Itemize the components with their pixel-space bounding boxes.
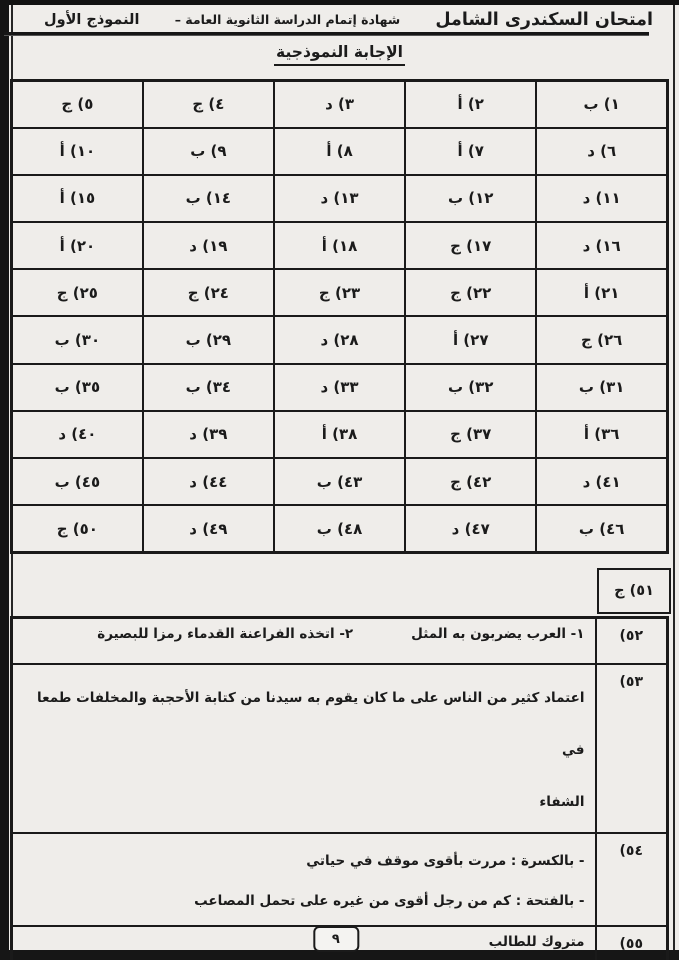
essay-row <box>12 833 668 926</box>
answer-cell: ٣٧) ج <box>405 411 536 458</box>
exam-title: امتحان السكندرى الشامل <box>435 9 653 30</box>
answer-cell: ٢٣) ج <box>274 269 405 316</box>
certificate-label: شهادة إتمام الدراسة الثانوية العامة – <box>174 12 401 27</box>
model-label: النموذج الأول <box>44 11 140 28</box>
answer-cell: ٤٢) ج <box>405 458 536 505</box>
question-number: ٥٤) <box>596 833 668 926</box>
page-header <box>16 7 663 32</box>
answer-cell: ٤٠) د <box>12 411 143 458</box>
essay-row <box>12 664 668 833</box>
page-title: الإجابة النموذجية <box>0 43 679 61</box>
answer-cell: ٢٥) ج <box>12 269 143 316</box>
answer-cell: ٤٦) ب <box>536 505 667 552</box>
answer-cell: ٣٢) ب <box>405 364 536 411</box>
answer-row <box>12 505 668 552</box>
answer-cell: ١٨) أ <box>274 222 405 269</box>
scan-left-edge <box>0 0 9 960</box>
answer-row <box>12 458 668 505</box>
answer-cell: ٢٩) ب <box>143 316 274 363</box>
answer-cell: ٤٣) ب <box>274 458 405 505</box>
answer-row <box>12 269 668 316</box>
answer-cell: ٢٦) ج <box>536 316 667 363</box>
answer-cell: ٣٠) ب <box>12 316 143 363</box>
essay-row <box>12 618 668 664</box>
answer-cell: ١٣) د <box>274 175 405 222</box>
answer-cell: ٣٤) ب <box>143 364 274 411</box>
scan-top-edge <box>0 0 679 5</box>
answer-cell: ١٩) د <box>143 222 274 269</box>
answer-row <box>12 316 668 363</box>
answer-cell: ١٥) أ <box>12 175 143 222</box>
answer-cell: ٤) ج <box>143 81 274 128</box>
answer-row <box>12 175 668 222</box>
answer-cell: ١٧) ج <box>405 222 536 269</box>
answer-cell: ٢٢) ج <box>405 269 536 316</box>
answer-row <box>12 222 668 269</box>
answer-cell: ٢٨) د <box>274 316 405 363</box>
answer-text <box>12 833 596 926</box>
header-divider <box>4 32 649 36</box>
page-number: ٩ <box>313 926 359 952</box>
answer-cell: ٢٤) ج <box>143 269 274 316</box>
answer-line: اعتماد كثير من الناس على ما كان يقوم به سيدنا من كتابة الأحجبة والمخلفات طمعا في <box>37 689 585 758</box>
answer-cell: ٦) د <box>536 128 667 175</box>
answer-row <box>12 81 668 128</box>
answer-cell: ٤٧) د <box>405 505 536 552</box>
page-border-right <box>673 5 675 950</box>
answer-cell: ٥) ج <box>12 81 143 128</box>
answer-grid <box>10 79 669 554</box>
essay-table-body <box>12 618 668 960</box>
answer-cell: ٧) أ <box>405 128 536 175</box>
answer-cell: ١٠) أ <box>12 128 143 175</box>
answer-cell: ٨) أ <box>274 128 405 175</box>
question-number: ٥٢) <box>596 618 668 664</box>
answer-row <box>12 411 668 458</box>
essay-answers-table <box>10 616 669 960</box>
answer-line: - بالكسرة : مررت بأقوى موقف في حياتي <box>306 852 585 869</box>
answer-text <box>12 926 596 960</box>
answer-cell: ٣١) ب <box>536 364 667 411</box>
answer-cell: ٣٦) أ <box>536 411 667 458</box>
answer-line: - بالفتحة : كم من رجل أقوى من غيره على تحمل المصاعب <box>194 892 585 909</box>
answer-line: الشفاء <box>539 793 585 810</box>
answer-51-box: ٥١) ج <box>597 568 671 614</box>
answer-cell: ٣٩) د <box>143 411 274 458</box>
answer-cell: ١٦) د <box>536 222 667 269</box>
answer-cell: ٣٣) د <box>274 364 405 411</box>
answer-text <box>12 618 596 664</box>
answer-cell: ١٤) ب <box>143 175 274 222</box>
question-number: ٥٥) <box>596 926 668 960</box>
answer-cell: ١١) د <box>536 175 667 222</box>
answer-cell: ٤٥) ب <box>12 458 143 505</box>
answer-cell: ٢٠) أ <box>12 222 143 269</box>
answer-line: متروك للطالب <box>488 933 585 950</box>
answer-cell: ٤٩) د <box>143 505 274 552</box>
answer-cell: ٣٥) ب <box>12 364 143 411</box>
answer-row <box>12 128 668 175</box>
answer-cell: ٤١) د <box>536 458 667 505</box>
answer-line: ٢- اتخذه الفراعنة القدماء رمزا للبصيرة <box>97 626 354 642</box>
answer-cell: ٤٨) ب <box>274 505 405 552</box>
question-number: ٥٣) <box>596 664 668 833</box>
answer-cell: ٢) أ <box>405 81 536 128</box>
answer-cell: ١) ب <box>536 81 667 128</box>
answer-cell: ٣٨) أ <box>274 411 405 458</box>
answer-cell: ٩) ب <box>143 128 274 175</box>
answer-line: ١- العرب يضربون به المثل <box>411 626 585 642</box>
answer-cell: ٤٤) د <box>143 458 274 505</box>
answer-text <box>12 664 596 833</box>
answer-row <box>12 364 668 411</box>
answer-cell: ١٢) ب <box>405 175 536 222</box>
answer-cell: ٢٧) أ <box>405 316 536 363</box>
answer-cell: ٣) د <box>274 81 405 128</box>
answer-cell: ٢١) أ <box>536 269 667 316</box>
answer-cell: ٥٠) ج <box>12 505 143 552</box>
answer-table-body <box>12 81 668 553</box>
